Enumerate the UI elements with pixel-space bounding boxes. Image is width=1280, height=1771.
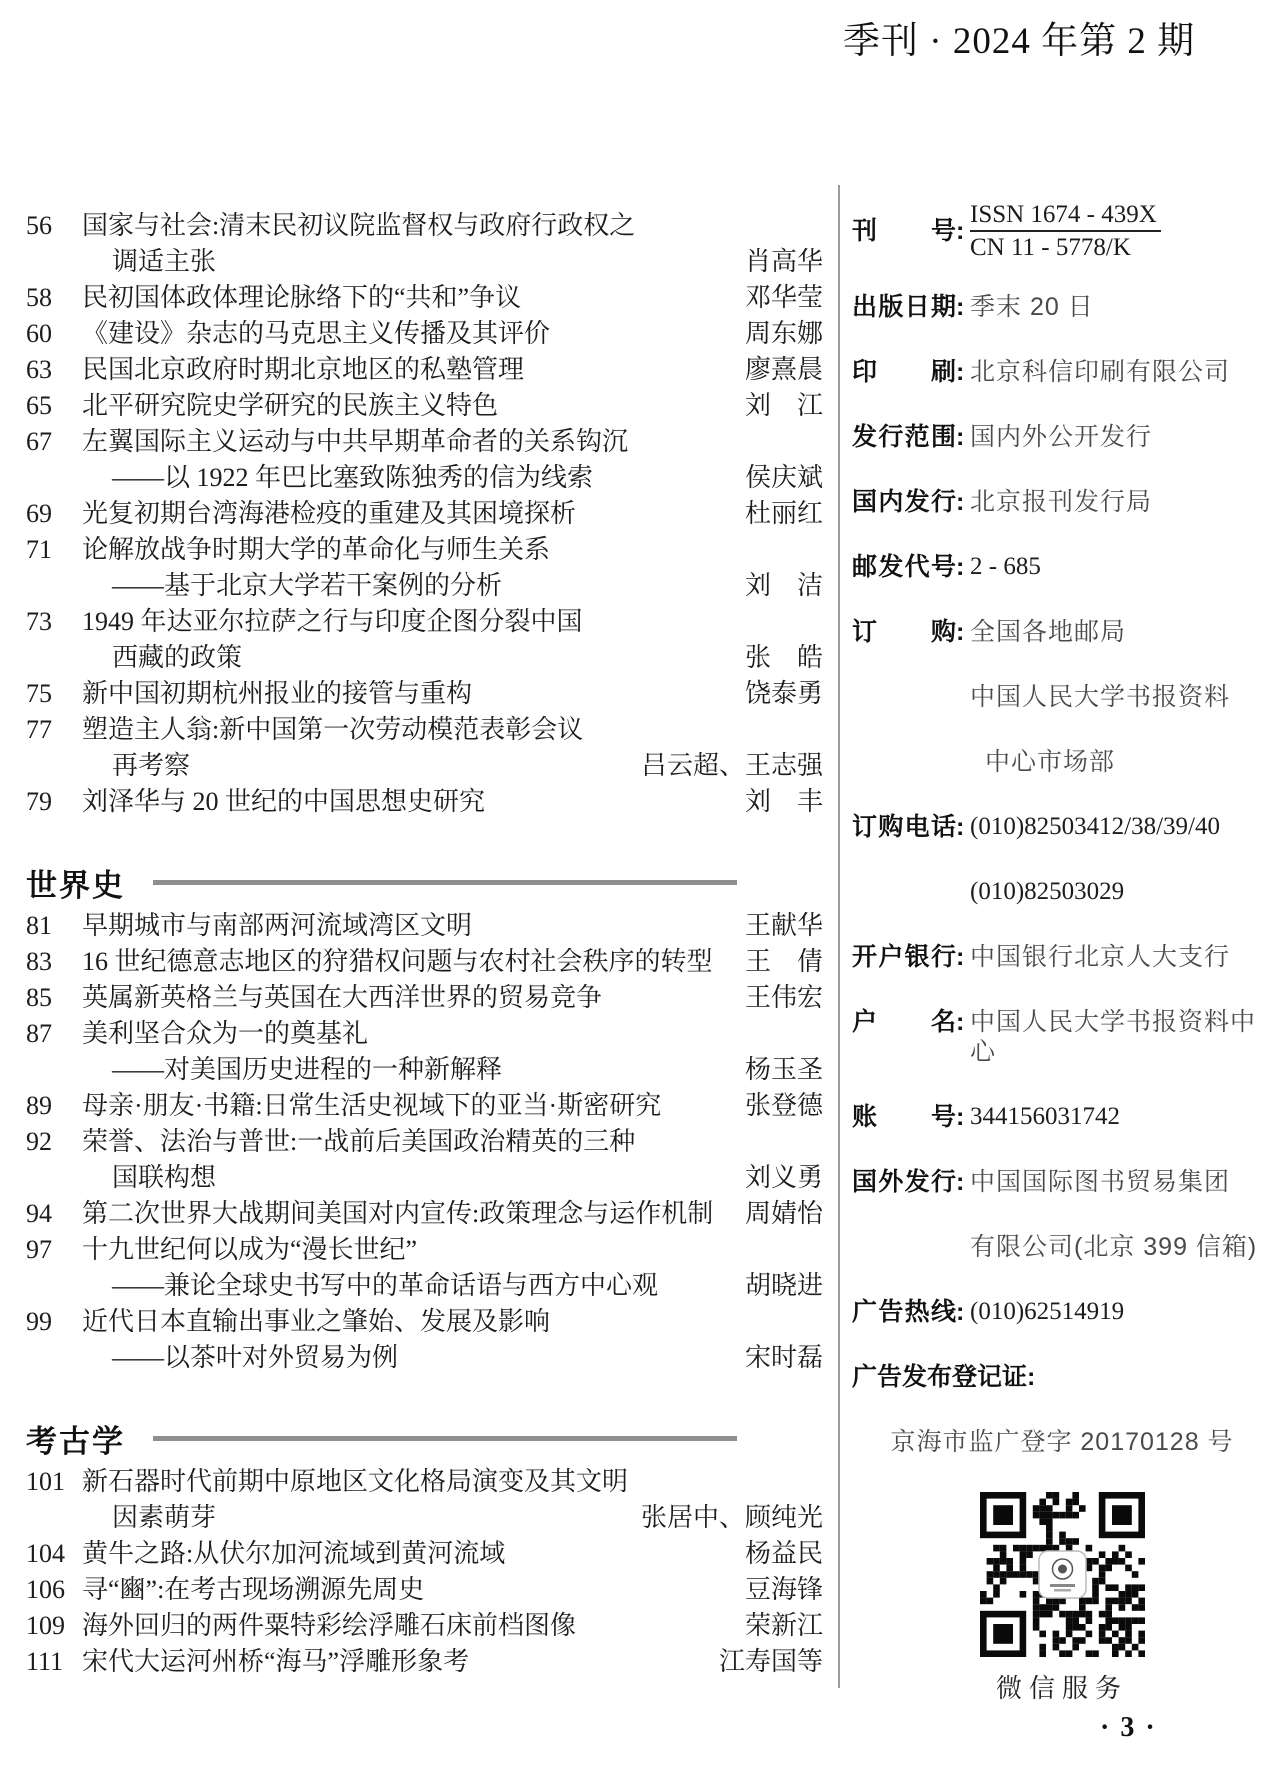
toc-title-text: 第二次世界大战期间美国对内宣传:政策理念与运作机制 [82, 1199, 714, 1228]
pub-value: 京海市监广登字 20170128 号 [890, 1428, 1234, 1456]
toc-page-number: 109 [26, 1611, 65, 1640]
author-name: 杨玉圣 [744, 1055, 823, 1084]
toc-title-text: ——以茶叶对外贸易为例 [112, 1343, 399, 1372]
toc-item-lines [82, 1536, 823, 1572]
author-name: 刘 丰 [744, 787, 823, 816]
pub-value: 2 - 685 [970, 553, 1041, 580]
toc-line [82, 280, 823, 316]
pub-label: 邮发代号 [852, 553, 956, 581]
section-rule [153, 880, 737, 885]
author-name: 邓华莹 [744, 283, 823, 312]
toc-section [26, 860, 823, 1376]
pub-label-colon: : [956, 217, 965, 245]
pub-label: 出版日期 [852, 293, 956, 321]
toc-line [82, 388, 823, 424]
toc-title-text: 民初国体政体理论脉络下的“共和”争议 [82, 283, 522, 312]
toc-title-text: 左翼国际主义运动与中共早期革命者的关系钩沉 [82, 427, 629, 456]
toc-item [26, 1232, 823, 1304]
pub-row [852, 1427, 1272, 1457]
toc-line [82, 532, 823, 568]
pub-label-colon: : [956, 488, 965, 516]
pub-value: (010)82503412/38/39/40 [970, 813, 1220, 840]
toc-line [82, 1232, 823, 1268]
toc-page-number: 77 [26, 715, 52, 744]
toc-item-lines [82, 784, 823, 820]
toc-line [82, 676, 823, 712]
toc-page-number: 101 [26, 1467, 65, 1496]
toc-item-lines [82, 1464, 823, 1536]
author-name: 饶泰勇 [744, 679, 823, 708]
toc-line [82, 1536, 823, 1572]
author-name: 张登德 [744, 1091, 823, 1120]
toc-line [82, 352, 823, 388]
toc-title-text: 再考察 [112, 751, 191, 780]
pub-label: 国内发行 [852, 488, 956, 516]
toc-title-text: 因素萌芽 [112, 1503, 217, 1532]
toc-item [26, 496, 823, 532]
toc-title-text: 黄牛之路:从伏尔加河流域到黄河流域 [82, 1539, 506, 1568]
toc-page-number: 99 [26, 1307, 52, 1336]
author-name: 王伟宏 [744, 983, 823, 1012]
toc-item [26, 1536, 823, 1572]
qr-caption: 微信服务 [995, 1674, 1128, 1703]
toc-item-lines [82, 496, 823, 532]
author-name: 周东娜 [744, 319, 823, 348]
author-name: 宋时磊 [744, 1343, 823, 1372]
author-name: 杜丽红 [744, 499, 823, 528]
toc-title-text: 美利坚合众为一的奠基礼 [82, 1019, 369, 1048]
toc-item [26, 1572, 823, 1608]
section-title: 世界史 [26, 867, 125, 903]
toc-title-text: 十九世纪何以成为“漫长世纪” [82, 1235, 418, 1264]
pub-value: 季末 20 日 [970, 293, 1094, 321]
toc-page-number: 71 [26, 535, 52, 564]
toc-item [26, 280, 823, 316]
toc-line [82, 1304, 823, 1340]
toc-title-text: 刘泽华与 20 世纪的中国思想史研究 [82, 787, 486, 816]
toc-line [112, 1500, 823, 1536]
toc-title-text: 北平研究院史学研究的民族主义特色 [82, 391, 499, 420]
toc-item [26, 604, 823, 676]
page-number: · 3 · [1100, 1712, 1157, 1743]
toc-item [26, 1124, 823, 1196]
pub-label: 订购电话 [852, 813, 956, 841]
toc-item [26, 352, 823, 388]
author-name: 杨益民 [744, 1539, 823, 1568]
toc-page-number: 104 [26, 1539, 65, 1568]
toc-title-text: 新石器时代前期中原地区文化格局演变及其文明 [82, 1467, 629, 1496]
pub-label: 国外发行 [852, 1168, 956, 1196]
pub-row [852, 1102, 1272, 1132]
toc-page-number: 94 [26, 1199, 52, 1228]
author-name: 刘义勇 [744, 1163, 823, 1192]
toc-line [82, 424, 823, 460]
toc-line [82, 1124, 823, 1160]
author-name: 刘 江 [744, 391, 823, 420]
toc-page-number: 92 [26, 1127, 52, 1156]
toc-item [26, 784, 823, 820]
toc-line [112, 1052, 823, 1088]
pub-rows [852, 200, 1272, 1457]
pub-row [852, 617, 1272, 647]
toc-page-number: 97 [26, 1235, 52, 1264]
toc-item-lines [82, 1608, 823, 1644]
toc-line [82, 1572, 823, 1608]
pub-value: 中国银行北京人大支行 [970, 943, 1231, 971]
toc-line [82, 496, 823, 532]
author-name: 王献华 [744, 911, 823, 940]
toc-line [82, 944, 823, 980]
publication-info-column [852, 200, 1272, 1704]
toc-item-lines [82, 676, 823, 712]
toc-page-number: 73 [26, 607, 52, 636]
toc-line [112, 640, 823, 676]
pub-label: 印刷 [852, 358, 956, 386]
pub-label-colon: : [1027, 1363, 1036, 1391]
pub-row [852, 682, 1272, 712]
section-rule [153, 1436, 737, 1441]
toc-item-lines [82, 712, 823, 784]
author-name: 肖高华 [744, 247, 823, 276]
toc-line [82, 980, 823, 1016]
pub-label: 开户银行 [852, 943, 956, 971]
toc-page-number: 79 [26, 787, 52, 816]
toc-line [82, 208, 823, 244]
toc-title-text: 宋代大运河州桥“海马”浮雕形象考 [82, 1647, 470, 1676]
pub-label-colon: : [956, 618, 965, 646]
toc-item-lines [82, 980, 823, 1016]
toc-item [26, 1088, 823, 1124]
author-name: 侯庆斌 [744, 463, 823, 492]
toc-item [26, 1608, 823, 1644]
toc-title-text: ——对美国历史进程的一种新解释 [112, 1055, 503, 1084]
author-name: 张居中、顾纯光 [640, 1503, 823, 1532]
pub-label-colon: : [956, 1168, 965, 1196]
toc-item [26, 676, 823, 712]
toc-item [26, 1644, 823, 1680]
pub-value: (010)82503029 [970, 878, 1125, 905]
toc-item-lines [82, 1124, 823, 1196]
pub-row [852, 942, 1272, 972]
pub-label: 广告发布登记证 [852, 1363, 1028, 1391]
toc-item-lines [82, 604, 823, 676]
author-name: 吕云超、王志强 [640, 751, 823, 780]
toc-line [82, 316, 823, 352]
toc-title-text: 英属新英格兰与英国在大西洋世界的贸易竞争 [82, 983, 603, 1012]
pub-value: 中国人民大学书报资料中心 [970, 1008, 1257, 1066]
pub-label-colon: : [956, 813, 965, 841]
toc-line [82, 1088, 823, 1124]
toc-item-lines [82, 280, 823, 316]
pub-label-colon: : [956, 1008, 965, 1036]
toc-item [26, 908, 823, 944]
toc-item-lines [82, 532, 823, 604]
toc-item [26, 208, 823, 280]
toc-page-number: 81 [26, 911, 52, 940]
toc-line [112, 1160, 823, 1196]
toc-title-text: 寻“豳”:在考古现场溯源先周史 [82, 1575, 425, 1604]
toc-title-text: 海外回归的两件粟特彩绘浮雕石床前档图像 [82, 1611, 577, 1640]
pub-label-colon: : [956, 293, 965, 321]
toc-item [26, 944, 823, 980]
pub-value: 全国各地邮局 [970, 618, 1127, 646]
pub-label-colon: : [956, 943, 965, 971]
column-divider [838, 185, 840, 1688]
toc-title-text: 近代日本直输出事业之肇始、发展及影响 [82, 1307, 551, 1336]
author-name: 荣新江 [744, 1611, 823, 1640]
toc-page-number: 83 [26, 947, 52, 976]
pub-value: 中国国际图书贸易集团 [970, 1168, 1231, 1196]
toc-section [26, 1416, 823, 1680]
toc-line [82, 1196, 823, 1232]
toc-page-number: 85 [26, 983, 52, 1012]
toc-line [82, 712, 823, 748]
pub-value: (010)62514919 [970, 1298, 1125, 1325]
author-name: 王 倩 [744, 947, 823, 976]
toc-title-text: 母亲·朋友·书籍:日常生活史视域下的亚当·斯密研究 [82, 1091, 662, 1120]
pub-label-colon: : [956, 1103, 965, 1131]
toc-item [26, 1464, 823, 1536]
toc-title-text: 国家与社会:清末民初议院监督权与政府行政权之 [82, 211, 636, 240]
toc-title-text: ——基于北京大学若干案例的分析 [112, 571, 503, 600]
pub-label-colon: : [956, 1298, 965, 1326]
toc-page-number: 75 [26, 679, 52, 708]
toc-page-number: 65 [26, 391, 52, 420]
toc-page-number: 60 [26, 319, 52, 348]
pub-row [852, 747, 1272, 777]
toc-item-lines [82, 316, 823, 352]
toc-line [112, 748, 823, 784]
section-header [26, 1416, 737, 1460]
toc-column [26, 208, 823, 1680]
pub-label: 广告热线 [852, 1298, 956, 1326]
pub-row [852, 200, 1272, 262]
toc-item-lines [82, 208, 823, 280]
toc-item-lines [82, 352, 823, 388]
toc-item-lines [82, 944, 823, 980]
toc-item [26, 316, 823, 352]
toc-title-text: 早期城市与南部两河流域湾区文明 [82, 911, 473, 940]
issue-header: 季刊 · 2024 年第 2 期 [843, 21, 1196, 62]
toc-page-number: 106 [26, 1575, 65, 1604]
toc-page-number: 111 [26, 1647, 64, 1676]
pub-label-colon: : [956, 553, 965, 581]
pub-label: 账号 [852, 1103, 956, 1131]
pub-label-colon: : [956, 423, 965, 451]
toc-line [82, 1464, 823, 1500]
toc-item-lines [82, 388, 823, 424]
toc-item [26, 980, 823, 1016]
author-name: 张 皓 [744, 643, 823, 672]
pub-label: 刊号 [852, 217, 956, 245]
author-name: 江寿国等 [718, 1647, 823, 1676]
toc-line [82, 908, 823, 944]
pub-label-colon: : [956, 358, 965, 386]
toc-page-number: 87 [26, 1019, 52, 1048]
toc-item-lines [82, 1304, 823, 1376]
toc-title-text: 1949 年达亚尔拉萨之行与印度企图分裂中国 [82, 607, 583, 636]
pub-value: 国内外公开发行 [970, 423, 1153, 451]
toc-section [26, 208, 823, 820]
toc-title-text: 荣誉、法治与普世:一战前后美国政治精英的三种 [82, 1127, 636, 1156]
pub-value: 中国人民大学书报资料 [970, 683, 1231, 711]
pub-row [852, 292, 1272, 322]
pub-label: 户名 [852, 1008, 956, 1036]
toc-page-number: 69 [26, 499, 52, 528]
pub-row [852, 1297, 1272, 1327]
section-title: 考古学 [26, 1423, 125, 1459]
toc-title-text: 塑造主人翁:新中国第一次劳动模范表彰会议 [82, 715, 584, 744]
toc-item [26, 712, 823, 784]
toc-line [82, 604, 823, 640]
toc-line [112, 460, 823, 496]
pub-value: 344156031742 [970, 1103, 1120, 1130]
pub-row [852, 1232, 1272, 1262]
author-name: 胡晓进 [744, 1271, 823, 1300]
toc-line [112, 1340, 823, 1376]
toc-title-text: 论解放战争时期大学的革命化与师生关系 [82, 535, 551, 564]
toc-item [26, 532, 823, 604]
pub-row [852, 812, 1272, 842]
author-name: 刘 洁 [744, 571, 823, 600]
toc-title-text: 《建设》杂志的马克思主义传播及其评价 [82, 319, 551, 348]
pub-row [852, 552, 1272, 582]
issn-cn-fraction: $\frac{\text{ISSN 1674 - 439X}}{CN 11 - 5778/K}$ [970, 200, 1161, 262]
toc-line [112, 244, 823, 280]
wechat-qr-code [980, 1492, 1145, 1657]
section-header [26, 860, 737, 904]
toc-line [112, 1268, 823, 1304]
toc-item [26, 388, 823, 424]
toc-item-lines [82, 424, 823, 496]
toc-page-number: 56 [26, 211, 52, 240]
pub-label: 发行范围 [852, 423, 956, 451]
toc-page-number: 67 [26, 427, 52, 456]
pub-row [852, 422, 1272, 452]
toc-item [26, 424, 823, 496]
toc-item-lines [82, 1644, 823, 1680]
toc-line [82, 1644, 823, 1680]
toc-item [26, 1196, 823, 1232]
toc-item-lines [82, 908, 823, 944]
pub-value: 北京科信印刷有限公司 [970, 358, 1231, 386]
section-items [26, 1464, 823, 1680]
pub-row [852, 1007, 1272, 1067]
toc-page-number: 58 [26, 283, 52, 312]
pub-value: 有限公司(北京 399 信箱) [970, 1233, 1258, 1261]
pub-row [852, 357, 1272, 387]
pub-value: 中心市场部 [985, 748, 1116, 776]
toc-title-text: ——以 1922 年巴比塞致陈独秀的信为线索 [112, 463, 594, 492]
pub-value: 北京报刊发行局 [970, 488, 1153, 516]
toc-item-lines [82, 1016, 823, 1088]
pub-row [852, 1362, 1272, 1392]
pub-label: 订购 [852, 618, 956, 646]
toc-page-number: 89 [26, 1091, 52, 1120]
author-name: 廖熹晨 [744, 355, 823, 384]
toc-title-text: 西藏的政策 [112, 643, 243, 672]
qr-section [852, 1492, 1272, 1704]
toc-title-text: 新中国初期杭州报业的接管与重构 [82, 679, 473, 708]
toc-item-lines [82, 1196, 823, 1232]
toc-item-lines [82, 1232, 823, 1304]
pub-row [852, 1167, 1272, 1197]
toc-title-text: 16 世纪德意志地区的狩猎权问题与农村社会秩序的转型 [82, 947, 713, 976]
pub-row [852, 487, 1272, 517]
section-items [26, 208, 823, 820]
toc-item [26, 1016, 823, 1088]
toc-title-text: 调适主张 [112, 247, 217, 276]
toc-line [112, 568, 823, 604]
toc-line [82, 1608, 823, 1644]
toc-title-text: 国联构想 [112, 1163, 217, 1192]
toc-title-text: ——兼论全球史书写中的革命话语与西方中心观 [112, 1271, 659, 1300]
toc-item [26, 1304, 823, 1376]
toc-title-text: 民国北京政府时期北京地区的私塾管理 [82, 355, 525, 384]
toc-title-text: 光复初期台湾海港检疫的重建及其困境探析 [82, 499, 577, 528]
toc-line [82, 784, 823, 820]
toc-line [82, 1016, 823, 1052]
section-items [26, 908, 823, 1376]
author-name: 周婧怡 [744, 1199, 823, 1228]
toc-item-lines [82, 1572, 823, 1608]
toc-page-number: 63 [26, 355, 52, 384]
pub-row [852, 877, 1272, 907]
toc-item-lines [82, 1088, 823, 1124]
author-name: 豆海锋 [744, 1575, 823, 1604]
